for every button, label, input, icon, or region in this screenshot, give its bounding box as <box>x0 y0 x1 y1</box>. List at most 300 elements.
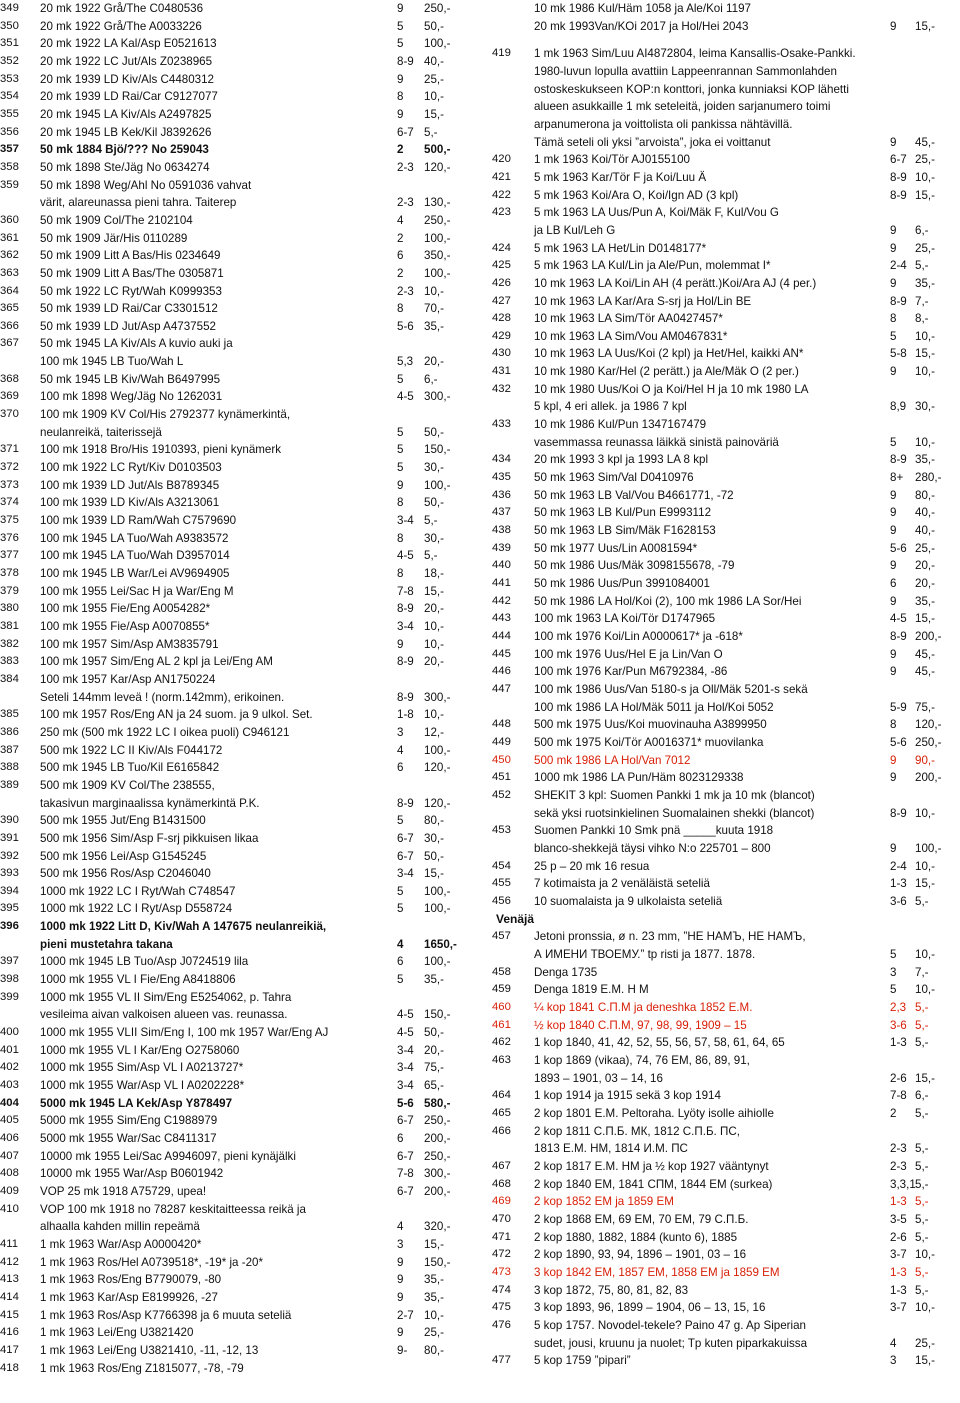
lot-item <box>0 900 470 918</box>
lot-meta <box>492 434 960 452</box>
lot-description: 1 mk 1963 Kar/Asp E8199926, -27 <box>40 1290 218 1304</box>
lot-description: 500 mk 1975 Uus/Koi muovinauha A3899950 <box>534 718 767 732</box>
lot-item <box>0 1148 470 1166</box>
lot-number: 369 <box>0 390 19 403</box>
lot-description: 20 mk 1939 LD Rai/Car C9127077 <box>40 90 218 104</box>
lot-description: 5 kop 1759 ”pipari” <box>534 1354 631 1368</box>
lot-price: 45,- <box>915 135 935 149</box>
lot-number: 349 <box>0 2 19 14</box>
lot-description: SHEKIT 3 kpl: Suomen Pankki 1 mk ja 10 mk (blancot) <box>534 788 815 802</box>
lot-description: 3 kop 1893, 96, 1899 – 1904, 06 – 13, 15, 16 <box>534 1301 766 1315</box>
lot-number: 474 <box>492 1283 511 1296</box>
lot-description: 50 mk 1939 LD Jut/Asp A4737552 <box>40 319 216 333</box>
lot-description: ¼ kop 1841 С.П.М ja deneshka 1852 Е.М. <box>534 1001 753 1015</box>
lot-number: 409 <box>0 1184 19 1197</box>
lot-condition: 9 <box>397 1326 404 1340</box>
lot-description-line: alueen asukkaille 1 mk seteleitä, joiden sarjanumero toimi <box>534 100 831 114</box>
lot-description-line: neulanreikä, taiterissejä <box>40 425 162 439</box>
lot-description: VOP 25 mk 1918 A75729, upea! <box>40 1184 207 1198</box>
lot-item <box>0 406 470 441</box>
lot-condition: 2-3 <box>890 1142 907 1156</box>
lot-meta <box>0 618 470 636</box>
lot-condition: 5,3 <box>397 355 414 369</box>
lot-price: 100,- <box>424 743 451 757</box>
lot-description: 1000 mk 1945 LB Tuo/Asp J0724519 lila <box>40 955 249 969</box>
lot-meta <box>492 893 960 911</box>
lot-description: 1 mk 1963 Lei/Eng U3821410, -11, -12, 13 <box>40 1343 259 1357</box>
lot-meta <box>0 1289 470 1307</box>
lot-condition: 9 <box>397 107 404 121</box>
lot-item <box>0 371 470 389</box>
lot-price: 250,- <box>915 735 942 749</box>
lot-description: 1 mk 1963 Sim/Luu AI4872804, leima Kansallis-Osake-Pankki. <box>534 47 856 61</box>
lot-meta <box>492 18 960 36</box>
lot-description: 100 mk 1939 LD Kiv/Als A3213061 <box>40 496 220 510</box>
lot-condition: 8 <box>397 567 404 580</box>
lot-item <box>0 565 470 583</box>
lot-condition: 3 <box>397 725 404 739</box>
lot-price: 320,- <box>424 1220 451 1234</box>
lot-meta <box>492 964 960 982</box>
lot-price: 35,- <box>915 594 935 608</box>
lot-description: VOP 100 mk 1918 no 78287 keskitaitteessa reikä ja <box>40 1202 306 1216</box>
lot-number: 397 <box>0 955 19 968</box>
lot-description: 50 mk 1963 LB Kul/Pun E9993112 <box>534 506 712 520</box>
lot-item <box>0 812 470 830</box>
lot-price: 120,- <box>424 761 451 775</box>
lot-description: 50 mk 1963 Sim/Val D0410976 <box>534 471 694 485</box>
lot-number: 470 <box>492 1212 511 1225</box>
lot-price: 5,- <box>915 1160 929 1173</box>
lot-description: 1000 mk 1955 War/Asp VL I A0202228* <box>40 1079 245 1093</box>
lot-description: 50 mk 1963 LB Sim/Mäk F1628153 <box>534 524 716 538</box>
lot-meta <box>492 593 960 611</box>
lot-price: 18,- <box>424 567 444 580</box>
lot-price: 250,- <box>424 2 451 15</box>
lot-meta <box>492 663 960 681</box>
lot-item <box>492 1352 960 1370</box>
lot-price: 10,- <box>915 948 935 962</box>
lot-condition: 8-9 <box>890 294 907 308</box>
lot-number: 421 <box>492 170 511 183</box>
lot-meta <box>492 646 960 664</box>
lot-price: 500,- <box>424 143 451 157</box>
lot-number: 465 <box>492 1107 511 1120</box>
lot-number: 412 <box>0 1255 19 1268</box>
lot-meta <box>0 1006 470 1024</box>
lot-description: 50 mk 1977 Uus/Lin A0081594* <box>534 541 698 555</box>
lot-item <box>0 1271 470 1289</box>
lot-item <box>0 724 470 742</box>
lot-description: 10 mk 1963 LA Sim/Tör AA0427457* <box>534 312 723 326</box>
lot-condition: 6-7 <box>397 849 414 863</box>
lot-description: 50 mk 1898 Weg/Ahl No 0591036 vahvat <box>40 178 252 192</box>
lot-description: 50 mk 1922 LC Ryt/Wah K0999353 <box>40 284 222 298</box>
lot-item <box>492 1299 960 1317</box>
lot-meta <box>492 1335 960 1353</box>
lot-meta <box>492 1211 960 1229</box>
lot-number: 455 <box>492 877 511 890</box>
lot-meta <box>0 106 470 124</box>
lot-meta <box>0 53 470 71</box>
lot-condition: 6-7 <box>890 153 907 167</box>
lot-condition: 2,3 <box>890 1001 907 1015</box>
lot-description-line: ostoskeskukseen KOP:n konttori, jonka kunniaksi KOP lähetti <box>534 82 849 96</box>
lot-price: 20,- <box>424 1043 444 1057</box>
lot-condition: 2-6 <box>890 1230 907 1244</box>
lot-condition: 6 <box>397 955 404 969</box>
lot-meta <box>0 900 470 918</box>
lot-item <box>492 1246 960 1264</box>
lot-condition: 5 <box>890 983 897 997</box>
lot-item <box>492 875 960 893</box>
lot-description: 5 kop 1757. Novodel-tekele? Paino 47 g. Ap Siperian <box>534 1318 806 1332</box>
lot-description: 5 mk 1963 Kar/Tör F ja Koi/Luu Ä <box>534 170 707 184</box>
lot-meta <box>492 858 960 876</box>
lot-item <box>492 628 960 646</box>
lot-item <box>492 1282 960 1300</box>
lot-number: 402 <box>0 1061 19 1074</box>
lot-item <box>0 865 470 883</box>
lot-item <box>492 469 960 487</box>
lot-description: 2 kop 1890, 93, 94, 1896 – 1901, 03 – 16 <box>534 1248 747 1262</box>
lot-price: 250,- <box>424 1114 451 1128</box>
lot-meta <box>492 1229 960 1247</box>
lot-description: 5000 mk 1955 Sim/Eng C1988979 <box>40 1114 218 1128</box>
lot-description-line: 100 mk 1945 LB Tuo/Wah L <box>40 355 184 369</box>
lot-item <box>492 1017 960 1035</box>
lot-condition: 3-4 <box>397 514 414 528</box>
lot-description: 1000 mk 1955 VL I Fie/Eng A8418806 <box>40 973 236 987</box>
lot-description: 20 mk 1922 LC Jut/Als Z0238965 <box>40 54 213 68</box>
lot-item <box>492 822 960 857</box>
lot-number: 467 <box>492 1160 511 1172</box>
lot-price: 5,- <box>915 1001 929 1015</box>
lot-number: 356 <box>0 125 19 138</box>
lot-price: 5,- <box>915 259 929 273</box>
lot-item <box>0 989 470 1024</box>
lot-price: 100,- <box>424 266 451 280</box>
lot-condition: 8 <box>397 90 404 104</box>
lot-description: 5000 mk 1945 LA Kek/Asp Y878497 <box>40 1096 233 1110</box>
lot-item <box>0 1024 470 1042</box>
lot-meta <box>0 971 470 989</box>
lot-price: 20,- <box>424 355 444 369</box>
lot-description: 20 mk 1993Van/KOi 2017 ja Hol/Hei 2043 <box>534 19 749 33</box>
lot-number: 385 <box>0 708 19 721</box>
lot-description: 500 mk 1956 Lei/Asp G1545245 <box>40 849 207 863</box>
lot-condition: 9 <box>890 753 897 767</box>
lot-number: 442 <box>492 594 511 607</box>
lot-number: 389 <box>0 778 19 791</box>
lot-price: 15,- <box>915 347 935 361</box>
lot-condition: 8 <box>397 302 404 316</box>
lot-condition: 8,9 <box>890 400 907 414</box>
lot-price: 50,- <box>424 496 444 510</box>
lot-number: 391 <box>0 831 19 844</box>
lot-meta <box>492 328 960 346</box>
lot-condition: 5 <box>397 461 404 475</box>
lot-condition: 2-3 <box>397 196 414 210</box>
lot-description: 2 kop 1817 Е.М. НМ ja ½ kop 1927 vääntynyt <box>534 1160 769 1173</box>
lot-number: 427 <box>492 294 511 307</box>
lot-meta <box>0 706 470 724</box>
lot-meta <box>492 1264 960 1282</box>
lot-number: 367 <box>0 337 19 350</box>
lot-description: 1 mk 1963 Koi/Tör AJ0155100 <box>534 153 690 167</box>
lot-price: 75,- <box>424 1061 444 1075</box>
lot-price: 35,- <box>915 453 935 467</box>
lot-item <box>492 487 960 505</box>
lot-price: 15,- <box>915 188 935 202</box>
lot-description: 3 kop 1842 ЕМ, 1857 ЕМ, 1858 ЕМ ja 1859 ЕМ <box>534 1265 780 1279</box>
lot-condition: 9 <box>890 647 897 661</box>
lot-description: 20 mk 1993 3 kpl ja 1993 LA 8 kpl <box>534 453 709 467</box>
lot-meta <box>492 1176 960 1194</box>
lot-description: 50 mk 1909 Litt A Bas/His 0234649 <box>40 249 221 263</box>
lot-condition: 3-4 <box>397 1061 414 1075</box>
lot-description: 100 mk 1955 Fie/Asp A0070855* <box>40 619 210 633</box>
lot-condition: 9 <box>890 665 897 679</box>
lot-description: 50 mk 1898 Ste/Jäg No 0634274 <box>40 160 210 174</box>
lot-condition: 9 <box>890 223 897 237</box>
lot-item <box>492 151 960 169</box>
lot-description: 7 kotimaista ja 2 venäläistä seteliä <box>534 877 710 891</box>
lot-description: Jetoni pronssia, ø n. 23 mm, ”НЕ НАМЪ, НЕ НАМЪ, <box>534 930 806 944</box>
lot-meta <box>0 318 470 336</box>
lot-item <box>492 18 960 36</box>
lot-price: 80,- <box>915 488 935 502</box>
lot-number: 422 <box>492 188 511 201</box>
lot-condition: 3-4 <box>397 1043 414 1057</box>
lot-condition: 9 <box>397 2 404 15</box>
lot-number: 448 <box>492 718 511 731</box>
lot-item <box>492 1123 960 1158</box>
lot-condition: 5-9 <box>890 700 907 714</box>
lot-condition: 1-3 <box>890 1036 907 1050</box>
lot-meta <box>0 441 470 459</box>
lot-price: 40,- <box>424 54 444 68</box>
lot-condition: 8-9 <box>890 453 907 467</box>
lot-item <box>492 310 960 328</box>
lot-price: 7,- <box>915 294 929 308</box>
lot-description: 2 kop 1840 ЕМ, 1841 СПМ, 1844 ЕМ (surkea) <box>534 1177 773 1191</box>
lot-description: 100 mk 1898 Weg/Jäg No 1262031 <box>40 390 223 404</box>
lot-price: 5,- <box>915 894 929 908</box>
lot-meta <box>492 805 960 823</box>
spacer <box>492 35 960 45</box>
lot-item <box>0 247 470 265</box>
lot-condition: 6 <box>397 1132 404 1145</box>
lot-description: 50 mk 1909 Litt A Bas/The 0305871 <box>40 266 224 280</box>
lot-condition: 8 <box>397 531 404 545</box>
lot-item <box>0 671 470 706</box>
lot-meta <box>0 812 470 830</box>
lot-number: 404 <box>0 1096 19 1109</box>
lot-item <box>492 893 960 911</box>
lot-number: 407 <box>0 1149 19 1162</box>
lot-meta <box>492 716 960 734</box>
lot-price: 90,- <box>915 753 935 767</box>
lot-meta <box>0 1360 470 1378</box>
lot-description: 10 suomalaista ja 9 ulkolaista seteliä <box>534 894 723 908</box>
lot-item <box>0 1165 470 1183</box>
lot-condition: 3 <box>890 1354 897 1368</box>
lot-item <box>0 830 470 848</box>
lot-price: 10,- <box>915 983 935 997</box>
lot-number: 372 <box>0 461 19 474</box>
lot-condition: 9 <box>397 478 404 492</box>
lot-description: 100 mk 1963 LA Koi/Tör D1747965 <box>534 612 716 626</box>
lot-number: 366 <box>0 319 19 332</box>
lot-meta <box>0 265 470 283</box>
lot-price: 40,- <box>915 506 935 520</box>
lot-meta <box>492 169 960 187</box>
lot-number: 375 <box>0 514 19 527</box>
lot-price: 25,- <box>915 153 935 167</box>
lot-number: 406 <box>0 1132 19 1144</box>
lot-description: 50 mk 1986 LA Hol/Koi (2), 100 mk 1986 LA Sor/Hei <box>534 594 802 608</box>
lot-meta <box>0 1165 470 1183</box>
lot-condition: 9 <box>397 637 404 651</box>
lot-price: 350,- <box>424 249 451 263</box>
lot-price: 10,- <box>915 1248 935 1262</box>
lot-price: 200,- <box>915 771 942 785</box>
lot-meta <box>0 830 470 848</box>
lot-meta <box>492 310 960 328</box>
lot-description: 100 mk 1945 LA Tuo/Wah D3957014 <box>40 549 230 563</box>
lot-description-line: arpanumerona ja voittolista oli pankissa nähtävillä. <box>534 117 793 131</box>
lot-meta <box>0 1112 470 1130</box>
lot-price: 40,- <box>915 524 935 538</box>
lot-description: 10 mk 1963 LA Koi/Lin AH (4 perätt.)Koi/Ara AJ (4 per.) <box>534 276 817 290</box>
lot-price: 15,- <box>915 1354 935 1368</box>
lot-item <box>0 1112 470 1130</box>
lot-meta <box>492 981 960 999</box>
lot-condition: 7-8 <box>890 1089 907 1103</box>
lot-item <box>0 1042 470 1060</box>
lot-condition: 2-4 <box>890 859 907 873</box>
lot-item <box>0 971 470 989</box>
lot-condition: 8-9 <box>397 54 414 68</box>
lot-meta <box>492 999 960 1017</box>
lot-price: 15,- <box>915 1071 935 1085</box>
lot-condition: 7-8 <box>397 1167 414 1181</box>
lot-number: 373 <box>0 478 19 491</box>
lot-price: 20,- <box>424 655 444 669</box>
lot-item <box>0 1201 470 1236</box>
lot-description: 25 p – 20 mk 16 resua <box>534 859 650 873</box>
lot-number: 424 <box>492 241 511 254</box>
lot-condition: 7-8 <box>397 584 414 598</box>
lot-price: 70,- <box>424 302 444 316</box>
lot-condition: 8 <box>397 496 404 510</box>
lot-description: 5 mk 1963 LA Het/Lin D0148177* <box>534 241 707 255</box>
lot-number: 452 <box>492 788 511 801</box>
lot-meta <box>0 953 470 971</box>
lot-description-line: vasemmassa reunassa läikkä sinistä painoväriä <box>534 435 779 449</box>
lot-meta <box>0 565 470 583</box>
lot-meta <box>492 1299 960 1317</box>
lot-price: 200,- <box>915 629 942 643</box>
lot-item <box>492 540 960 558</box>
lot-item <box>0 265 470 283</box>
lot-description: 50 mk 1986 Uus/Pun 3991084001 <box>534 577 710 590</box>
lot-meta <box>492 1193 960 1211</box>
lot-number: 353 <box>0 72 19 85</box>
lot-description: 100 mk 1976 Kar/Pun M6792384, -86 <box>534 665 728 679</box>
lot-condition: 9 <box>890 771 897 785</box>
lot-item <box>492 363 960 381</box>
lot-number: 429 <box>492 329 511 342</box>
lot-price: 130,- <box>424 196 451 210</box>
lot-price: 10,- <box>424 90 444 104</box>
lot-price: 30,- <box>424 831 444 845</box>
lot-description-line: Tämä seteli oli yksi ”arvoista”, joka ei voittanut <box>534 135 771 149</box>
lot-item <box>492 169 960 187</box>
lot-condition: 5-6 <box>890 541 907 555</box>
lot-number: 449 <box>492 735 511 748</box>
lot-number: 361 <box>0 231 19 244</box>
lot-meta <box>492 769 960 787</box>
lot-item <box>0 583 470 601</box>
lot-description-line: 1980-luvun lopulla avattiin Lappeenrannan Sammonlahden <box>534 64 837 78</box>
lot-price: 45,- <box>915 647 935 661</box>
lot-description: 10 mk 1963 LA Uus/Koi (2 kpl) ja Het/Hel, kaikki AN* <box>534 347 804 361</box>
lot-item <box>492 593 960 611</box>
lot-price: 120,- <box>424 160 451 174</box>
lot-number: 416 <box>0 1326 19 1339</box>
lot-condition: 4-5 <box>397 549 414 563</box>
lot-condition: 9 <box>890 241 897 255</box>
lot-meta <box>0 141 470 159</box>
lot-price: 100,- <box>424 955 451 969</box>
lot-price: 10,- <box>424 708 444 722</box>
lot-meta <box>0 653 470 671</box>
lot-price: 25,- <box>915 541 935 555</box>
lot-number: 439 <box>492 541 511 554</box>
lot-item <box>492 1034 960 1052</box>
lot-number: 379 <box>0 584 19 597</box>
lot-number: 398 <box>0 973 19 986</box>
lot-meta <box>492 398 960 416</box>
lot-description-line: sudet, jousi, kruunu ja nuolet; Tp kuten piparkakuissa <box>534 1336 808 1350</box>
lot-condition: 5 <box>397 443 404 457</box>
lot-meta <box>492 840 960 858</box>
lot-number: 386 <box>0 725 19 738</box>
lot-price: 150,- <box>424 443 451 457</box>
lot-description: 1000 mk 1922 LC I Ryt/Wah C748547 <box>40 884 236 898</box>
lot-description: 10 mk 1980 Kar/Hel (2 perätt.) ja Ale/Mäk O (2 per.) <box>534 365 799 379</box>
lot-condition: 9 <box>890 559 897 573</box>
lot-item <box>0 1236 470 1254</box>
lot-condition: 4-5 <box>397 1026 414 1040</box>
lot-description-line: pieni mustetahra takana <box>40 937 173 951</box>
lot-item <box>0 547 470 565</box>
lot-price: 45,- <box>915 665 935 679</box>
lot-price: 5,- <box>915 1036 929 1050</box>
lot-number: 411 <box>0 1237 19 1250</box>
lot-condition: 5 <box>890 329 897 343</box>
lot-number: 423 <box>492 206 511 219</box>
lot-number: 405 <box>0 1114 19 1127</box>
lot-description: Denga 1735 <box>534 965 598 979</box>
lot-meta <box>0 1130 470 1148</box>
lot-condition: 5 <box>890 948 897 962</box>
lot-price: 75,- <box>915 700 935 714</box>
lot-item <box>0 1342 470 1360</box>
lot-item <box>0 600 470 618</box>
